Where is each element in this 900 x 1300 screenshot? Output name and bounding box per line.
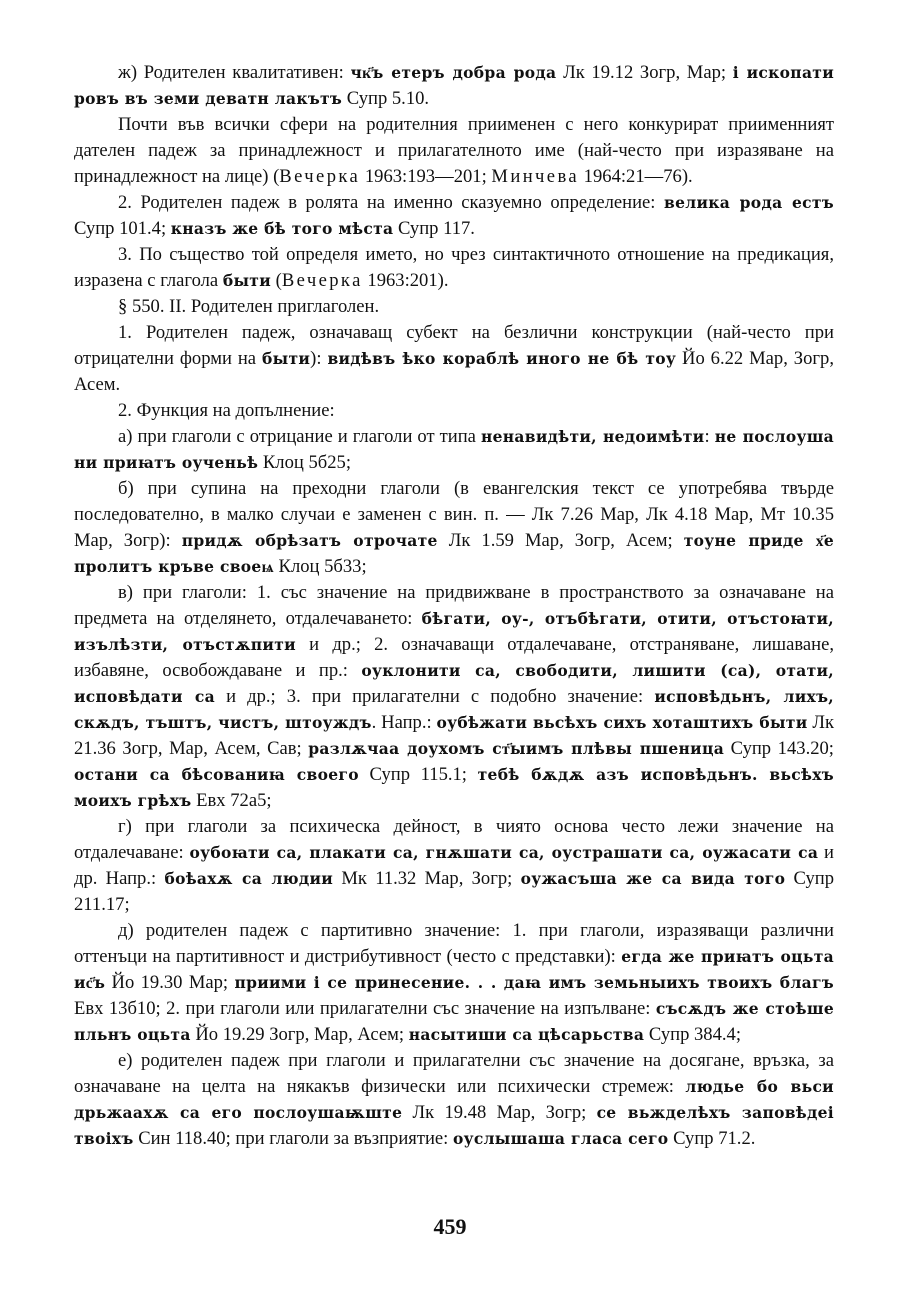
author-citation: Вечерка xyxy=(279,166,361,187)
paragraph xyxy=(74,814,834,918)
old-church-slavonic-text: съсѫдъ же стоѣше пльнъ оцьта xyxy=(74,999,834,1044)
body-text: Супр 5.10. xyxy=(342,88,430,109)
body-text: Лк 21.36 Зогр, Мар, Асем, Сав; xyxy=(74,712,834,759)
body-text: Супр 143.20; xyxy=(724,738,834,759)
old-church-slavonic-text: тоуне приде х҃е пролитъ кръве своеѩ xyxy=(74,531,835,576)
body-text: 1963:201). xyxy=(362,270,449,291)
author-citation: Минчева xyxy=(491,166,580,187)
old-church-slavonic-text: оужасъша же са вида того xyxy=(520,869,786,888)
paragraph xyxy=(74,476,834,580)
old-church-slavonic-text: егда же приꙗтъ оцьта ис҃ъ xyxy=(74,947,834,992)
body-text: и др. Напр.: xyxy=(74,842,834,889)
old-church-slavonic-text: тебѣ бѫдѫ азъ исповѣдьнъ. вьсѣхъ моихъ грѣхъ xyxy=(74,765,834,810)
paragraph xyxy=(74,190,834,242)
body-text: Лк 19.12 Зогр, Мар; xyxy=(556,62,733,83)
body-text: Мк 11.32 Мар, Зогр; xyxy=(333,868,521,889)
body-text: Йо 6.22 Мар, Зогр, Асем. xyxy=(74,348,834,395)
paragraph xyxy=(74,424,834,476)
old-church-slavonic-text: видѣвъ ѣко кораблѣ иного не бѣ тоу xyxy=(327,349,677,368)
body-text: б) при супина на преходни глаголи (в евангелския текст се употребява твърде последователно, в малко случаи е заменен с вин. п. — Лк 7.26 Мар, Лк 4.18 Мар, Мт 10.35 Мар, Зогр): xyxy=(74,478,834,551)
body-text: Клоц 5б33; xyxy=(273,556,367,577)
body-text: е) родителен падеж при глаголи и прилагателни със значение на досягане, връзка, за означаване на целта на някакъв физически или психически стремеж: xyxy=(74,1050,834,1097)
body-text: Евх 72а5; xyxy=(191,790,272,811)
body-text: Йо 19.30 Мар; xyxy=(105,972,235,993)
old-church-slavonic-text: велика рода естъ xyxy=(664,193,834,212)
paragraph xyxy=(74,242,834,294)
paragraph xyxy=(74,112,834,190)
old-church-slavonic-text: приими і се принесение. . . даꙗ имъ земьныихъ твоихъ благъ xyxy=(234,973,834,992)
old-church-slavonic-text: не послоуша ни приꙗтъ оученьѣ xyxy=(74,427,834,472)
old-church-slavonic-text: оуслышаша гласа сего xyxy=(452,1129,669,1148)
body-text: Лк 1.59 Мар, Зогр, Асем; xyxy=(437,530,684,551)
old-church-slavonic-text: кназъ же бѣ того мѣста xyxy=(170,219,394,238)
old-church-slavonic-text: людье бо вьси дрьжаахѫ са его послоушаѭште xyxy=(74,1077,834,1122)
old-church-slavonic-text: насытиши са цѣсарьства xyxy=(408,1025,645,1044)
old-church-slavonic-text: исповѣдьнъ, лихъ, скѫдъ, тъштъ, чистъ, штоуждъ xyxy=(74,687,834,732)
paragraph xyxy=(74,580,834,814)
paragraph xyxy=(74,1048,834,1152)
page-number: 459 xyxy=(433,1214,467,1239)
body-text: ж) Родителен квалитативен: xyxy=(118,62,351,83)
body-text: 1. Родителен падеж, означаващ субект на безлични конструкции (най-често при отрицателни форми на xyxy=(74,322,834,369)
body-text: г) при глаголи за психическа дейност, в чиято основа често лежи значение на отдалечаване: xyxy=(74,816,834,863)
body-text: а) при глаголи с отрицание и глаголи от типа xyxy=(118,426,481,447)
old-church-slavonic-text: бѣгати, оу-, отъбѣгати, отити, отъстоꙗти, изълѣзти, отъстѫпити xyxy=(74,609,834,654)
paragraph xyxy=(74,294,834,320)
body-text: 3. По същество той определя името, но чрез синтактичното отношение на предикация, изразена с глагола xyxy=(74,244,834,291)
old-church-slavonic-text: быти xyxy=(222,271,271,290)
body-text: Лк 19.48 Мар, Зогр; xyxy=(402,1102,597,1123)
page-body xyxy=(74,60,834,1152)
old-church-slavonic-text: чк҃ъ етеръ добра рода xyxy=(350,63,557,82)
paragraph xyxy=(74,918,834,1048)
old-church-slavonic-text: разлѫчаа доухомъ ст҃ыимъ плѣвы пшеница xyxy=(308,739,725,758)
old-church-slavonic-text: і ископати ровъ въ земи деватн лакътъ xyxy=(74,63,834,108)
body-text: 1964:21—76). xyxy=(579,166,693,187)
paragraph xyxy=(74,320,834,398)
body-text: Супр 117. xyxy=(393,218,475,239)
body-text: в) при глаголи: 1. със значение на придвижване в пространството за означаване на предмета на отделянето, отдалечаването: xyxy=(74,582,834,629)
body-text: . Напр.: xyxy=(371,712,437,733)
body-text: д) родителен падеж с партитивно значение: 1. при глаголи, изразяващи различни оттенъци на партитивност и дистрибутивност (често с представки): xyxy=(74,920,834,967)
paragraph xyxy=(74,398,834,424)
body-text: Син 118.40; при глаголи за възприятие: xyxy=(133,1128,453,1149)
old-church-slavonic-text: оуклонити са, свободити, лишити (са), отати, исповѣдати са xyxy=(74,661,835,706)
body-text: ( xyxy=(271,270,282,291)
old-church-slavonic-text: остани са бѣсованиꙗ своего xyxy=(74,765,359,784)
old-church-slavonic-text: се вьжделѣхъ заповѣдеі твоіхъ xyxy=(74,1103,834,1148)
body-text: Супр 101.4; xyxy=(74,218,171,239)
paragraph xyxy=(74,60,834,112)
body-text: Евх 13б10; 2. при глаголи или прилагателни със значение на изпълване: xyxy=(74,998,656,1019)
old-church-slavonic-text: боѣахѫ са людии xyxy=(164,869,334,888)
body-text: и др.; 2. означаващи отдалечаване, отстраняване, лишаване, избавяне, освобождаване и пр.: xyxy=(74,634,834,681)
body-text: Йо 19.29 Зогр, Мар, Асем; xyxy=(190,1024,409,1045)
body-text: 2. Родителен падеж в ролята на именно сказуемно определение: xyxy=(118,192,664,213)
body-text: : xyxy=(704,426,715,447)
body-text: Клоц 5б25; xyxy=(258,452,351,473)
old-church-slavonic-text: ненавидѣти, недоимѣти xyxy=(480,427,705,446)
old-church-slavonic-text: придѫ обрѣзатъ отрочате xyxy=(181,531,438,550)
old-church-slavonic-text: оубоꙗти са, плакати са, гнѫшати са, оустрашати са, оужасати са xyxy=(189,843,819,862)
body-text: 1963:193—201; xyxy=(360,166,492,187)
body-text: Супр 71.2. xyxy=(668,1128,756,1149)
body-text: Супр 211.17; xyxy=(74,868,834,915)
body-text: и др.; 3. при прилагателни с подобно значение: xyxy=(214,686,655,707)
body-text: Почти във всички сфери на родителния приименен с него конкурират приименният дателен падеж за принадлежност и прилагателното име (най-често при изразяване на принадлежност на лице) ( xyxy=(74,114,834,187)
body-text: 2. Функция на допълнение: xyxy=(118,400,335,421)
old-church-slavonic-text: быти xyxy=(261,349,311,368)
author-citation: Вечерка xyxy=(281,270,363,291)
old-church-slavonic-text: оубѣжати вьсѣхъ сихъ хоташтихъ быти xyxy=(436,713,808,732)
body-text: § 550. II. Родителен приглаголен. xyxy=(118,296,380,317)
body-text: ): xyxy=(310,348,328,369)
body-text: Супр 384.4; xyxy=(644,1024,742,1045)
body-text: Супр 115.1; xyxy=(358,764,478,785)
